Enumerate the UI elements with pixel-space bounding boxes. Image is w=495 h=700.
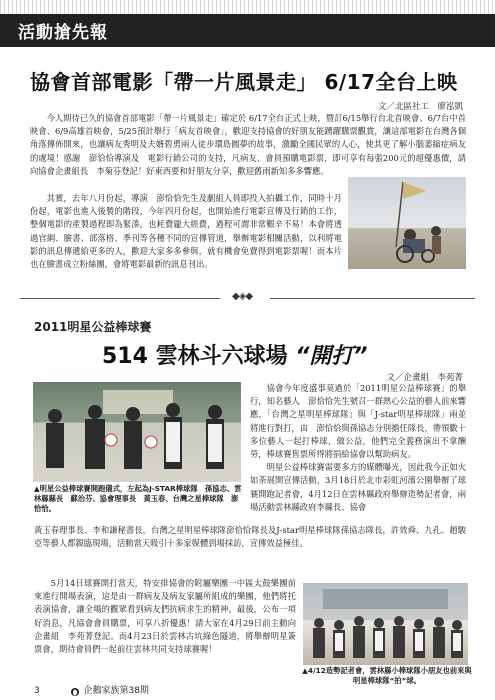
article2-paragraph-2 (34, 524, 466, 550)
ceremony-photo-illustration (33, 382, 241, 482)
article2-title-quote: “開打” (295, 344, 368, 369)
page-number: 3 (34, 686, 40, 696)
section-title: 活動搶先報 (18, 23, 108, 43)
divider-line-right (270, 298, 475, 299)
baseball-ceremony-photo (33, 382, 241, 482)
movie-photo-illustration (348, 177, 466, 269)
article2-paragraph-3-text: 5月14日球賽開打當天，特安排協會的附屬樂團一中區太鼓樂團前來進行開場表演，這是由一群病友及病友家屬所組成的樂團，他們將托表演協會，讓全場的觀眾看到病友們抗病求生的精神。最後，公布一項好消息，凡協會會員購票，可享八折優惠！請大家在4月29日前主動向企畫組 李苑菁登記。而4月23日於雲林古坑綠色隧道，將舉辦明星簽票會，期待會員們一起前往雲林共同支持球賽喔！ (34, 578, 296, 655)
page-footer (34, 683, 149, 696)
header-pattern (0, 0, 495, 14)
article1-paragraph-2-text: 其實，去年八月份起，導演 澎恰恰先生及劇組人員即投入拍攝工作，同時十月份起，電影也進入後製的階段，今年四月份起，也開始進行電影宣傳及行銷的工作，整個電影的產製過程即為緊湊，也耗費龐大經費，過程可謂非常艱辛不易！本會將透過官網、臉書、部落格、季刊等各種不同的宣傳管道，舉辦電影相關活動，以利將電影的訊息傳遞給更多的人，歡迎大家多多參與，就有機會免費得到電影票喔！而本片也在臉書成立粉絲團，會將電影最新的訊息刊出。 (30, 193, 342, 270)
article1-byline: 文／北區社工 廖泓凱 (377, 102, 463, 112)
article2-paragraph-2-text: 黃玉春理事長、李和謙秘書長，台灣之星明星棒球隊澎恰恰隊長及J-star明星棒球隊孫協志隊長，許效舜、九孔、趙駿亞等藝人都親臨現場，活動當天吸引十多家媒體到場採訪，宣傳效益極佳。 (34, 525, 466, 549)
article2-kicker: 2011明星公益棒球賽 (34, 320, 152, 334)
article2-title-main: 514 雲林斗六球場 (102, 344, 296, 369)
divider-ornament: ◆◈◆ (232, 291, 253, 302)
movie-photo (348, 177, 466, 269)
press-conference-photo (303, 583, 468, 665)
article1-paragraph-2 (30, 192, 342, 271)
article1-title: 協會首部電影「帶一片風景走」 6/17全台上映 (30, 70, 458, 94)
article2-byline: 文／企畫組 李苑菁 (386, 373, 463, 383)
article1-paragraph-1-text: 今人期待已久的協會首部電影「帶一片風景走」確定於 6/17全台正式上映，暨訂6/15舉行台北首映會、6/7台中首映會、6/9高雄首映會，5/25預計舉行「病友首映會」，歡迎支持協會的好朋友能踴躍購票觀賞，讓這部電影在台灣各個角落傳佈開來，也讓病友秀明及夫婿碧勇兩人徒步環島圓夢的故事，激勵全國民眾的人心，使其更了解小腦萎縮症病友的處境！感謝 澎恰恰導演及 電影行銷公司的支持，凡病友、會員預購電影票，即可享有每張200元的超優惠價，請向協會企畫組長 李菊芬登記！好東西要和好朋友分享，歡迎舊雨新知多多響應。 (30, 113, 466, 176)
article-divider (20, 291, 475, 304)
section-header (0, 0, 495, 47)
article1-paragraph-1 (30, 112, 466, 178)
article2-paragraph-1-text: 協會今年度盛事莫過於「2011明星公益棒球賽」的舉行，知名藝人 澎恰恰先生號召一群熱心公益的藝人前來響應，「台灣之星明星棒球隊」與「J-star明星棒球隊」兩並將進行對打，由 澎恰恰與孫協志分別擔任隊長，帶領數十多位藝人一起打棒球，做公益，他們完全義務演出不拿酬勞，棒球賽售票所得將捐給協會以幫助病友。 (250, 383, 466, 460)
ceremony-photo-caption: ▲明星公益棒球賽開跑儀式，左起為J-STAR棒球隊 孫協志、雲林縣縣長 蘇治芬、協會理事長 黃玉春、台灣之星棒球隊 澎恰恰。 (34, 484, 242, 513)
press-photo-caption: ▲4/12造勢記者會，雲林縣小棒球隊小朋友也前來與明星棒球隊“拍”球。 (302, 666, 472, 685)
publication-name: 企鵝家族第38期 (83, 686, 149, 696)
article2-paragraph-1 (250, 382, 466, 514)
penguin-logo-icon (69, 686, 81, 696)
article2-paragraph-1b-text: 明星公益棒球賽需要多方的媒體曝光，因此我今正如火如荼展開宣傳活動，3月18日於北市彩虹河濱公園舉辦了球賽開跑記者會，4月12日在雲林縣政府舉辦造勢記者會，兩場活動雲林縣政府李縣長、協會 (250, 462, 466, 512)
press-photo-illustration (303, 583, 468, 665)
article2-paragraph-3 (34, 577, 296, 656)
article2-title (102, 339, 368, 370)
divider-line-left (20, 298, 220, 299)
